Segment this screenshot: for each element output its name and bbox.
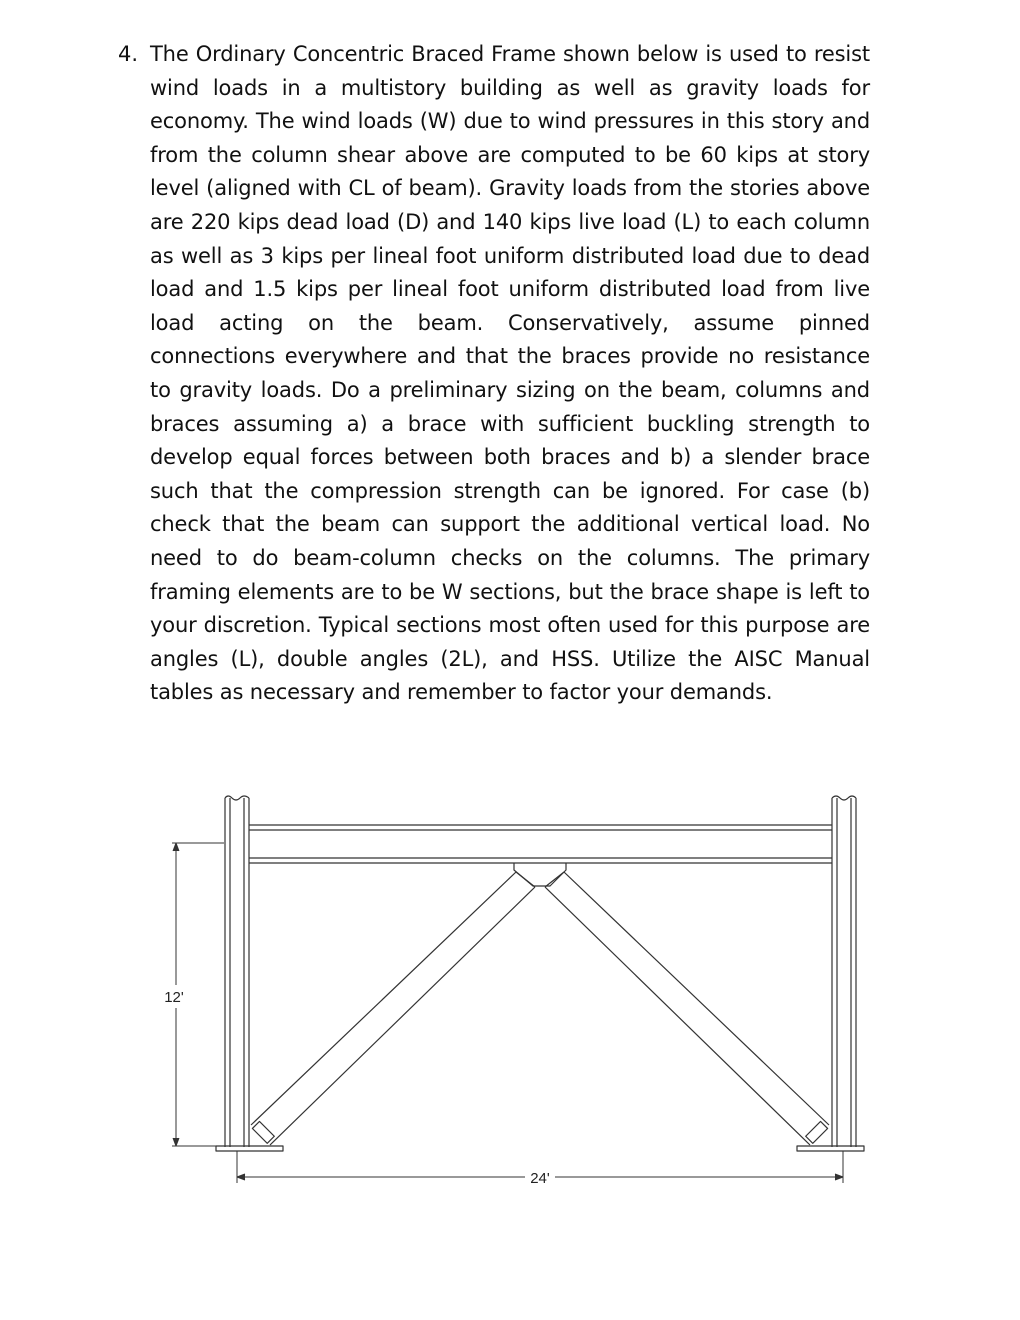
problem-number: 4.: [118, 42, 139, 66]
right-brace: [545, 872, 829, 1145]
right-column: [832, 796, 856, 1147]
height-label: 12': [164, 989, 184, 1006]
beam: [249, 825, 832, 863]
width-label: 24': [530, 1170, 550, 1187]
left-brace: [251, 872, 535, 1145]
left-column: [225, 796, 249, 1147]
problem-text: The Ordinary Concentric Braced Frame shown below is used to resist wind loads in a multistory building as well as gravity loads for economy. The wind loads (W) due to wind pressures in this story and from the column shear above are computed to be 60 kips at story level (aligned with CL of beam). Gravity loads from the stories above are 220 kips dead load (D) and 140 kips live load (L) to each column as well as 3 kips per lineal foot uniform distributed load due to dead load and 1.5 kips per lineal foot uniform distributed load from live load acting on the beam. Conservatively, assume pinned connections everywhere and that the braces provide no resistance to gravity loads. Do a preliminary sizing on the beam, columns and braces assuming a) a brace with sufficient buckling strength to develop equal forces between both braces and b) a slender brace such that the compression strength can be ignored. For case (b) check that the beam can support the additional vertical load. No need to do beam-column checks on the columns. The primary framing elements are to be W sections, but the brace shape is left to your discretion. Typical sections most often used for this purpose are angles (L), double angles (2L), and HSS. Utilize the AISC Manual tables as necessary and remember to factor your demands.: [150, 42, 870, 705]
right-base-plate: [797, 1146, 864, 1151]
gusset-plate: [514, 863, 566, 886]
